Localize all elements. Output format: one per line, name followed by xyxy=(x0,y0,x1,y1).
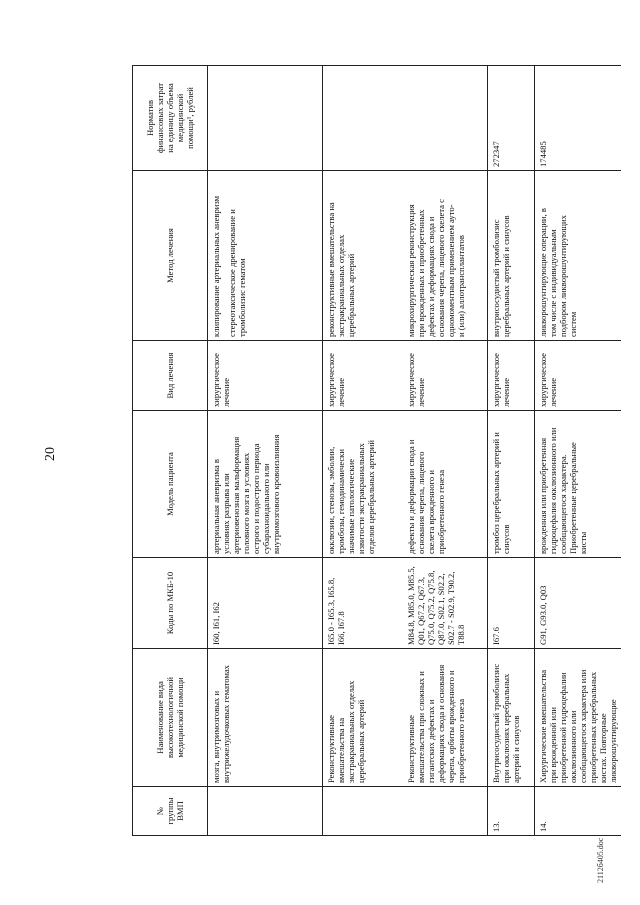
method-text: клипирование артериальных аневризм xyxy=(211,195,221,337)
cell-vmp-name: Внутрисосудистый тромболизис при окклюзиях церебральных артерий и синусов xyxy=(488,649,535,787)
header-treatment-method: Метод лечения xyxy=(133,171,208,341)
cell-cost-norm: 272347 xyxy=(488,66,535,171)
table-row xyxy=(323,66,403,836)
cell-icd-codes: G91, G93.0, Q03 xyxy=(535,558,622,649)
cell-treatment-method xyxy=(208,171,323,341)
cell-treatment-method: микрохирургическая реконструкция при врожденных и приобретенных дефектах и деформациях свода и основания черепа, лицевого скелета с одномоментным применением ауто- и (или) аллотрансплантатов xyxy=(403,171,488,341)
method-text: стереотаксическое дренирование и тромболизис гематом xyxy=(227,209,247,337)
cell-group-number xyxy=(323,787,403,836)
cell-vmp-name: мозга, внутримозговых и внутрижелудочковых гематомах xyxy=(208,649,323,787)
cell-icd-codes: I65.0 - I65.3, I65.8, I66, I67.8 xyxy=(323,558,403,649)
cell-cost-norm xyxy=(208,66,323,171)
cell-icd-codes: I60, I61, I62 xyxy=(208,558,323,649)
cell-treatment-type: хирургическое лечение xyxy=(323,341,403,411)
cell-treatment-type: хирургическое лечение xyxy=(535,341,622,411)
cell-cost-norm: 174485 xyxy=(535,66,622,171)
document-filename: 2112б405.doc xyxy=(596,837,605,883)
header-vmp-name: Наименование вида высокотехнологичной медицинской помощи xyxy=(133,649,208,787)
cell-cost-norm xyxy=(323,66,403,171)
table-row xyxy=(403,66,488,836)
cell-group-number xyxy=(208,787,323,836)
table-row xyxy=(535,66,622,836)
header-cost-norm: Норматив финансовых затрат на единицу объема медицинской помощи¹, рублей xyxy=(133,66,208,171)
cell-treatment-method: реконструктивные вмешательства на экстракраниальных отделах церебральных артерий xyxy=(323,171,403,341)
cell-cost-norm xyxy=(403,66,488,171)
rotated-table-container xyxy=(132,66,618,836)
table-row xyxy=(208,66,323,836)
cell-group-number xyxy=(403,787,488,836)
cell-treatment-type: хирургическое лечение xyxy=(208,341,323,411)
cell-group-number: 14. xyxy=(535,787,622,836)
cell-treatment-type: хирургическое лечение xyxy=(403,341,488,411)
table-header-row xyxy=(133,66,208,836)
cell-treatment-method: внутрисосудистый тромболизис церебральных артерий и синусов xyxy=(488,171,535,341)
cell-vmp-name: Хирургические вмешательства при врожденной или приобретенной гидроцефалии окклюзионного или сообщающегося характера или приобретенных церебральных кистах. Повторные ликворошунтирующие xyxy=(535,649,622,787)
cell-patient-model: врожденная или приобретенная гидроцефалия окклюзионного или сообщающегося характера. Приобретенные церебральные кисты xyxy=(535,411,622,558)
cell-treatment-type: хирургическое лечение xyxy=(488,341,535,411)
cell-patient-model: окклюзии, стенозы, эмболии, тромбозы, гемодинамически значимые патологические извитости экстракраниальных отделов церебральных артерий xyxy=(323,411,403,558)
vmp-table xyxy=(132,65,621,836)
cell-group-number: 13. xyxy=(488,787,535,836)
header-icd-codes: Коды по МКБ-10 xyxy=(133,558,208,649)
page-number: 20 xyxy=(43,447,58,461)
cell-patient-model: дефекты и деформации свода и основания черепа, лицевого скелета врожденного и приобретенного генеза xyxy=(403,411,488,558)
header-treatment-type: Вид лечения xyxy=(133,341,208,411)
cell-icd-codes: M84.8, M85.0, M85.5, Q01, Q67.2, Q67.3, Q75.0, Q75.2, Q75.8, Q87.0, S02.1, S02.2, S02.7 - S02.9, T90.2, T88.8 xyxy=(403,558,488,649)
cell-treatment-method: ликворошунтирующие операции, в том числе с индивидуальным подбором ликворошунтирующих систем xyxy=(535,171,622,341)
cell-icd-codes: I67.6 xyxy=(488,558,535,649)
header-group-number: № группы ВМП xyxy=(133,787,208,836)
header-patient-model: Модель пациента xyxy=(133,411,208,558)
cell-patient-model: тромбоз церебральных артерий и синусов xyxy=(488,411,535,558)
table-row xyxy=(488,66,535,836)
cell-vmp-name: Реконструктивные вмешательства при сложных и гигантских дефектах и деформациях свода и основания черепа, орбиты врожденного и приобретенного генеза xyxy=(403,649,488,787)
cell-patient-model: артериальная аневризма в условиях разрыва или артериовенозная мальформация головного мозга в условиях острого и подострого периода субарахноидального или внутримозгового кровоизлияния xyxy=(208,411,323,558)
cell-vmp-name: Реконструктивные вмешательства на экстракраниальных отделах церебральных артерий xyxy=(323,649,403,787)
